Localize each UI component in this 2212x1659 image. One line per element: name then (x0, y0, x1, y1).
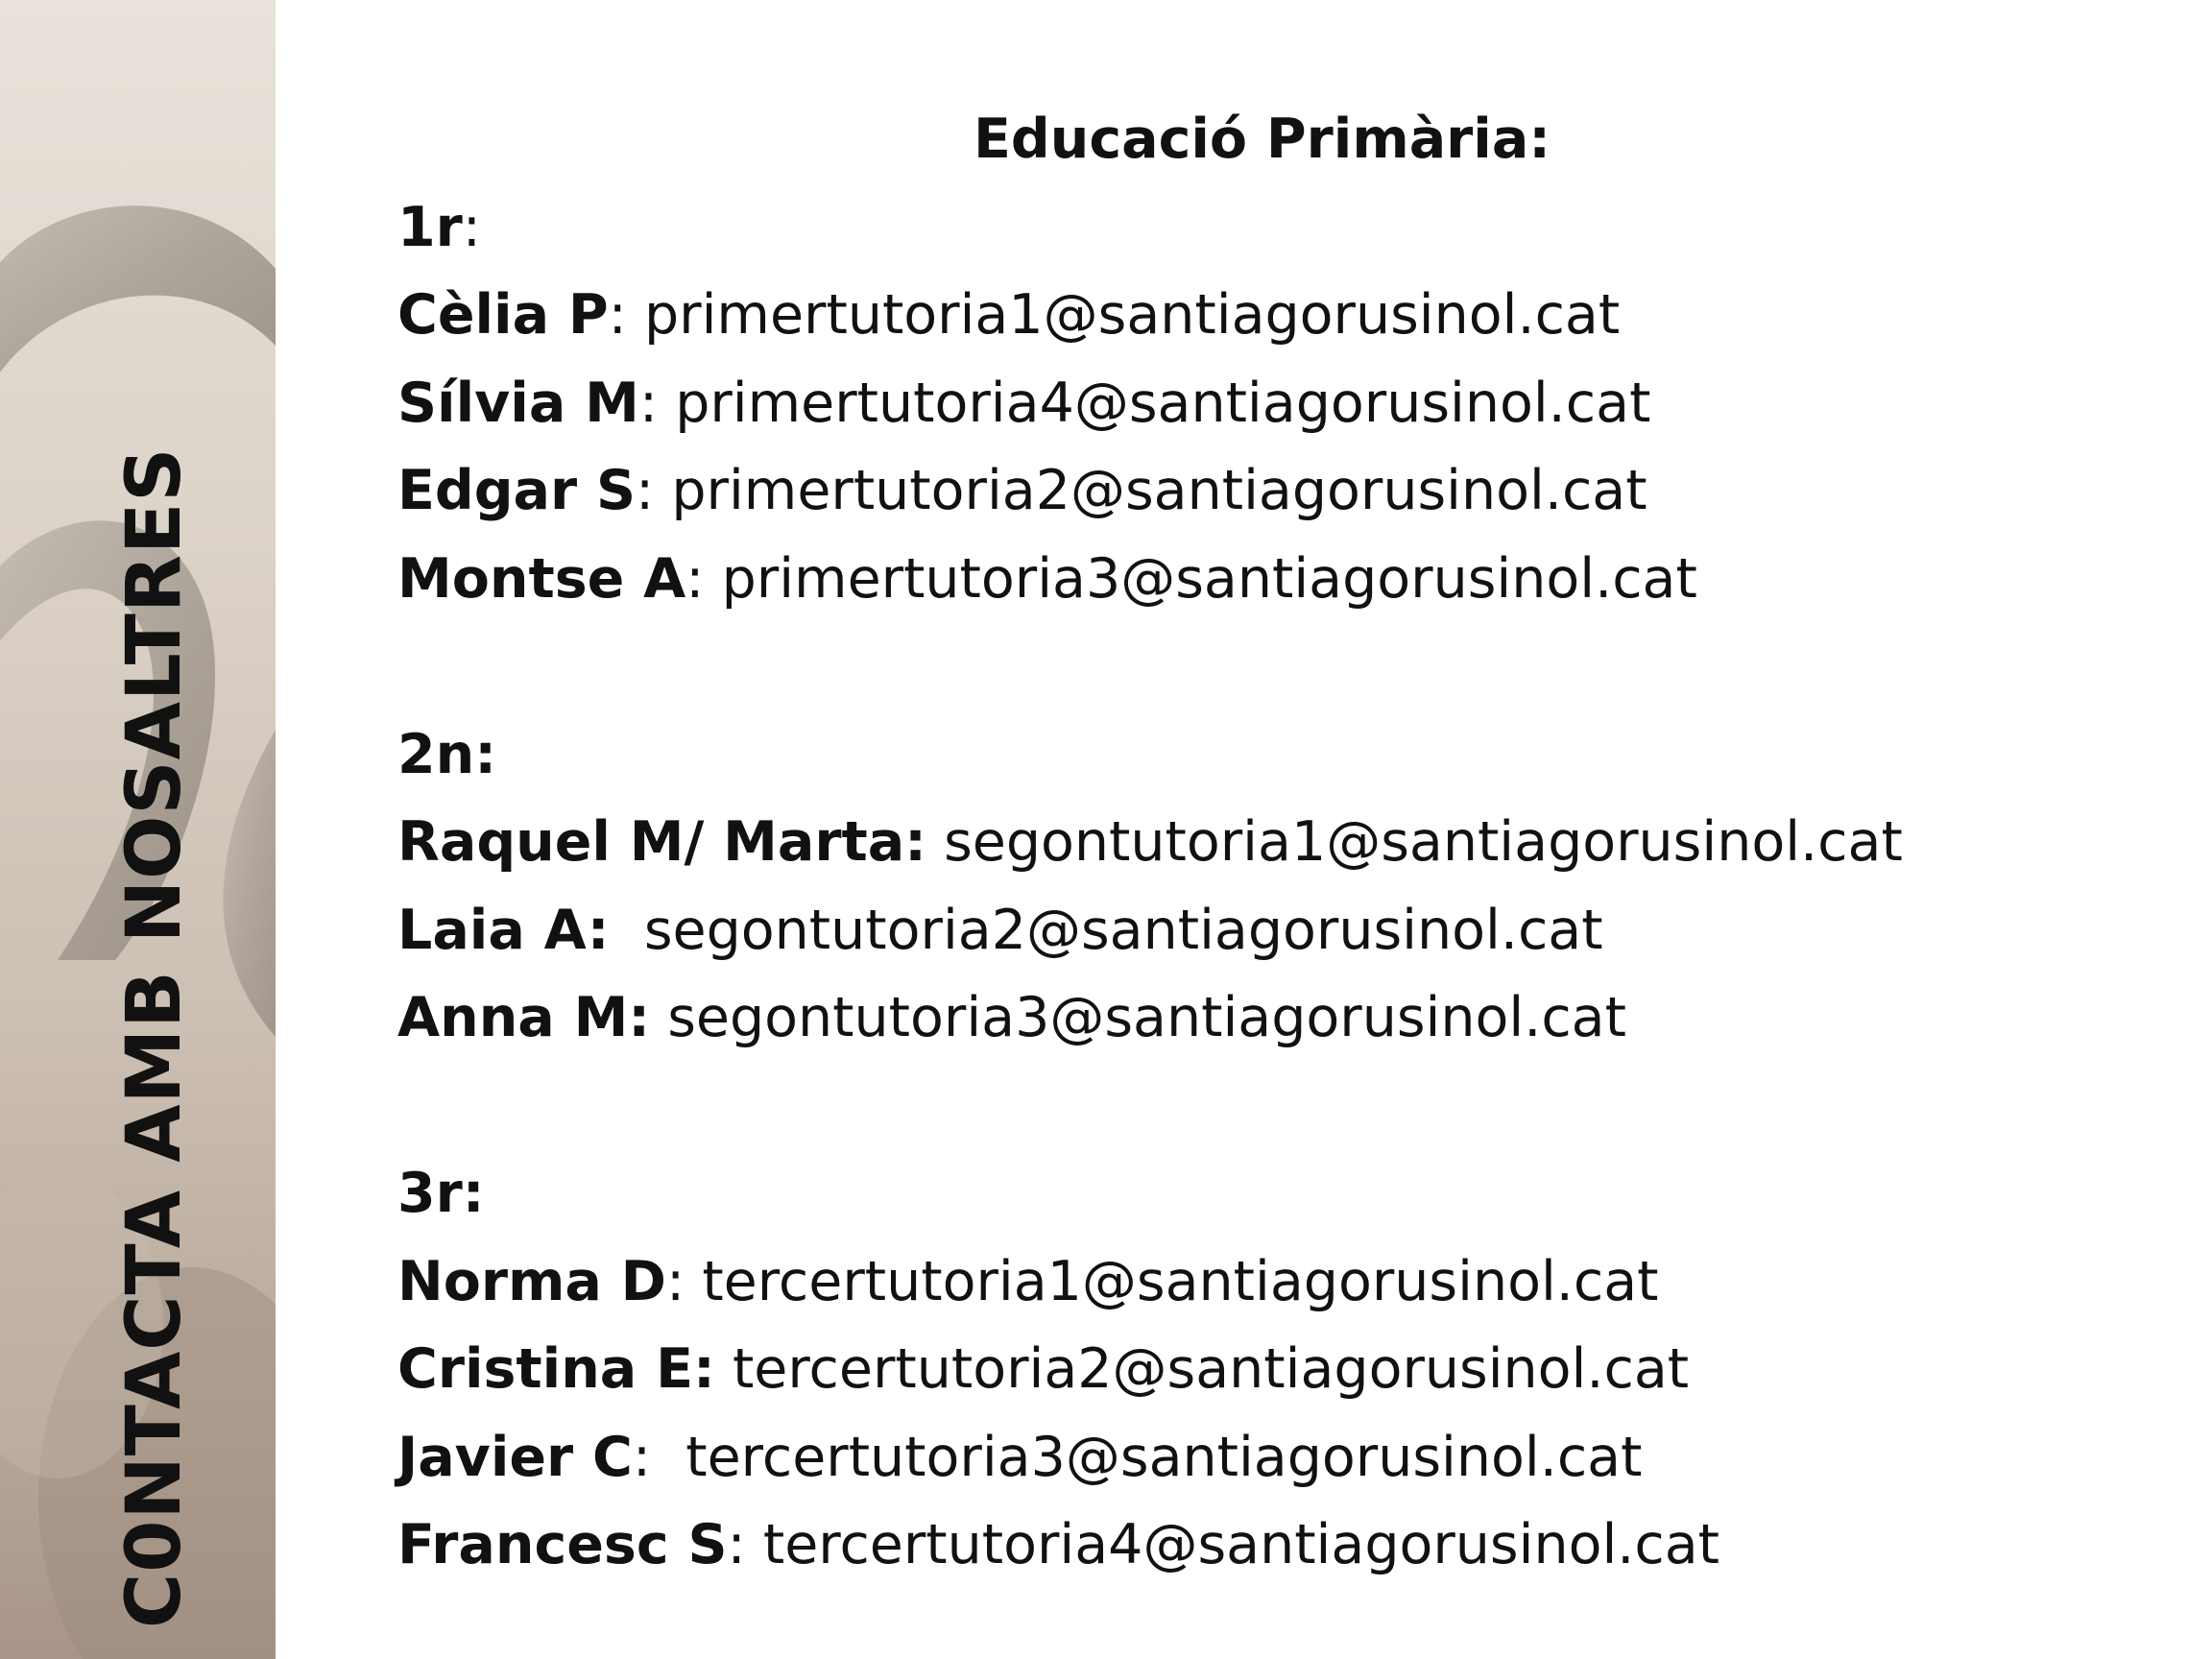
contact-name: Cristina E: (397, 1337, 715, 1401)
contact-email[interactable]: segontutoria3@santiagorusinol.cat (667, 986, 1626, 1049)
contact-email[interactable]: primertutoria2@santiagorusinol.cat (671, 459, 1647, 522)
contact-email[interactable]: primertutoria4@santiagorusinol.cat (675, 371, 1651, 435)
contacts-content (397, 96, 2145, 1590)
contact-row (397, 974, 2145, 1063)
contact-name: Cèlia P (397, 283, 609, 347)
contact-row (397, 1326, 2145, 1414)
contact-separator (715, 1337, 733, 1401)
contact-row (397, 1414, 2145, 1503)
grade-label-suffix: : (462, 195, 481, 259)
contact-email[interactable]: tercertutoria2@santiagorusinol.cat (732, 1337, 1690, 1401)
contact-name: Sílvia M (397, 371, 639, 435)
contact-name: Montse A (397, 546, 686, 611)
grade-label: 3r: (397, 1162, 485, 1225)
contact-row (397, 360, 2145, 448)
contact-email[interactable]: primertutoria1@santiagorusinol.cat (643, 283, 1621, 347)
contact-email[interactable]: segontutoria2@santiagorusinol.cat (643, 898, 1603, 962)
contact-name: Javier C (397, 1425, 633, 1489)
contact-row (397, 536, 2145, 624)
side-title: C0NTACTA AMB NOSALTRES (111, 446, 198, 1628)
contact-separator: : (638, 371, 676, 435)
contact-separator: : (685, 546, 722, 611)
grade-header-3r (397, 1150, 2145, 1238)
contact-name: Norma D (397, 1249, 666, 1313)
contact-separator: : (632, 1425, 686, 1489)
contact-name: Laia A: (397, 898, 610, 962)
contact-email[interactable]: tercertutoria3@santiagorusinol.cat (685, 1425, 1643, 1489)
contact-separator: : (727, 1513, 763, 1576)
contact-row (397, 887, 2145, 975)
contact-name: Raquel M/ Marta: (397, 810, 926, 874)
section-spacer (397, 623, 2145, 711)
contact-email[interactable]: primertutoria3@santiagorusinol.cat (721, 546, 1697, 611)
contact-row (397, 1238, 2145, 1327)
section-spacer (397, 1063, 2145, 1151)
contact-email[interactable]: segontutoria1@santiagorusinol.cat (944, 810, 1903, 874)
contact-row (397, 799, 2145, 887)
grade-label: 1r (397, 195, 463, 259)
side-panel (0, 0, 276, 1659)
contact-name: Anna M: (397, 986, 651, 1049)
grade-header-2n (397, 711, 2145, 800)
contact-separator: : (666, 1249, 703, 1313)
contact-name: Edgar S (397, 459, 637, 522)
contact-separator (610, 899, 644, 962)
grade-header-1r (397, 184, 2145, 273)
contact-row (397, 447, 2145, 536)
page-heading: Educació Primària: (974, 108, 1551, 171)
contact-email[interactable]: tercertutoria4@santiagorusinol.cat (762, 1513, 1720, 1576)
grade-label: 2n: (397, 722, 497, 786)
contact-row (397, 1502, 2145, 1590)
contact-row (397, 272, 2145, 360)
contact-separator (926, 810, 944, 874)
contact-name: Francesc S (397, 1513, 728, 1576)
contact-email[interactable]: tercertutoria1@santiagorusinol.cat (702, 1249, 1659, 1313)
contact-separator: : (608, 283, 644, 347)
contact-separator (650, 986, 667, 1049)
contact-separator: : (636, 459, 672, 522)
